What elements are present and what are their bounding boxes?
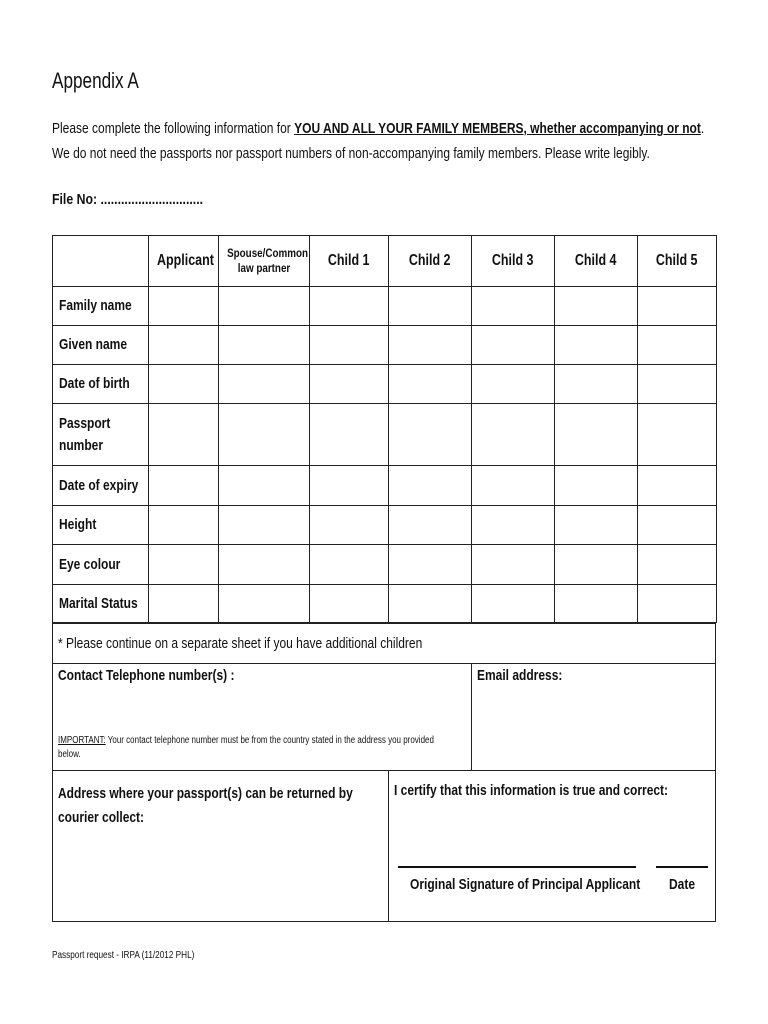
row-label-date-of-expiry: Date of expiry: [53, 466, 149, 506]
input-cell[interactable]: [472, 404, 555, 466]
input-cell[interactable]: [149, 585, 219, 623]
input-cell[interactable]: [310, 545, 389, 585]
input-cell[interactable]: [472, 545, 555, 585]
column-header-child-4: Child 4: [555, 236, 638, 287]
column-header-child-3: Child 3: [472, 236, 555, 287]
input-cell[interactable]: [638, 466, 717, 506]
table-row: [53, 326, 717, 365]
input-cell[interactable]: [149, 506, 219, 545]
input-cell[interactable]: [389, 287, 472, 326]
input-cell[interactable]: [389, 365, 472, 404]
page-title: Appendix A: [52, 68, 139, 93]
input-cell[interactable]: [219, 545, 310, 585]
input-cell[interactable]: [555, 404, 638, 466]
input-cell[interactable]: [555, 506, 638, 545]
input-cell[interactable]: [389, 585, 472, 623]
input-cell[interactable]: [472, 506, 555, 545]
file-number-field[interactable]: File No: ..............................: [52, 191, 204, 208]
signature-line[interactable]: [398, 866, 636, 868]
column-header-child-5: Child 5: [638, 236, 717, 287]
input-cell[interactable]: [310, 506, 389, 545]
input-cell[interactable]: [472, 365, 555, 404]
certification-statement: I certify that this information is true and correct:: [394, 782, 669, 799]
intro-line-1: Please complete the following information for YOU AND ALL YOUR FAMILY MEMBERS, whether accompanying or not.: [52, 120, 705, 137]
input-cell[interactable]: [219, 585, 310, 623]
input-cell[interactable]: [149, 466, 219, 506]
input-cell[interactable]: [389, 506, 472, 545]
intro-emphasis: YOU AND ALL YOUR FAMILY MEMBERS, whether accompanying or not: [294, 120, 701, 137]
additional-children-note: * Please continue on a separate sheet if you have additional children: [58, 635, 423, 652]
table-row: [53, 287, 717, 326]
input-cell[interactable]: [149, 404, 219, 466]
table-row: [53, 545, 717, 585]
input-cell[interactable]: [149, 287, 219, 326]
input-cell[interactable]: [310, 365, 389, 404]
input-cell[interactable]: [149, 326, 219, 365]
input-cell[interactable]: [219, 287, 310, 326]
date-label: Date: [669, 876, 696, 893]
important-label: IMPORTANT:: [58, 735, 106, 746]
input-cell[interactable]: [638, 585, 717, 623]
corner-cell: [53, 236, 149, 287]
input-cell[interactable]: [219, 404, 310, 466]
contact-phone-label: Contact Telephone number(s) :: [58, 667, 235, 684]
input-cell[interactable]: [219, 506, 310, 545]
row-label-family-name: Family name: [53, 287, 149, 326]
column-header-child-2: Child 2: [389, 236, 472, 287]
input-cell[interactable]: [219, 365, 310, 404]
input-cell[interactable]: [389, 545, 472, 585]
input-cell[interactable]: [149, 545, 219, 585]
row-label-passport-number: Passport number: [53, 404, 149, 466]
row-label-given-name: Given name: [53, 326, 149, 365]
input-cell[interactable]: [472, 466, 555, 506]
input-cell[interactable]: [555, 326, 638, 365]
date-line[interactable]: [656, 866, 708, 868]
family-members-table: [52, 235, 717, 623]
important-phone-note: IMPORTANT: Your contact telephone number must be from the country stated in the address you provided below.: [58, 735, 434, 760]
row-label-height: Height: [53, 506, 149, 545]
signature-label: Original Signature of Principal Applicant: [410, 876, 641, 893]
input-cell[interactable]: [638, 404, 717, 466]
table-row: [53, 585, 717, 623]
page-footer: Passport request - IRPA (11/2012 PHL): [52, 950, 195, 961]
input-cell[interactable]: [638, 287, 717, 326]
input-cell[interactable]: [310, 287, 389, 326]
input-cell[interactable]: [472, 585, 555, 623]
input-cell[interactable]: [219, 326, 310, 365]
row-label-date-of-birth: Date of birth: [53, 365, 149, 404]
column-header-applicant: Applicant: [149, 236, 219, 287]
table-row: [53, 365, 717, 404]
email-address-label: Email address:: [477, 667, 563, 684]
input-cell[interactable]: [555, 287, 638, 326]
input-cell[interactable]: [389, 466, 472, 506]
input-cell[interactable]: [555, 545, 638, 585]
input-cell[interactable]: [389, 326, 472, 365]
input-cell[interactable]: [472, 326, 555, 365]
input-cell[interactable]: [472, 287, 555, 326]
return-address-label: Address where your passport(s) can be returned by courier collect:: [58, 785, 353, 826]
input-cell[interactable]: [310, 326, 389, 365]
input-cell[interactable]: [638, 506, 717, 545]
input-cell[interactable]: [638, 545, 717, 585]
row-label-eye-colour: Eye colour: [53, 545, 149, 585]
input-cell[interactable]: [310, 466, 389, 506]
row-label-marital-status: Marital Status: [53, 585, 149, 623]
table-row: [53, 506, 717, 545]
table-row: [53, 404, 717, 466]
input-cell[interactable]: [555, 466, 638, 506]
input-cell[interactable]: [555, 365, 638, 404]
column-header-spouse: Spouse/Common law partner: [219, 236, 310, 287]
input-cell[interactable]: [149, 365, 219, 404]
intro-line-2: We do not need the passports nor passport numbers of non-accompanying family members. Please write legibly.: [52, 145, 650, 162]
input-cell[interactable]: [310, 404, 389, 466]
table-row: [53, 466, 717, 506]
input-cell[interactable]: [219, 466, 310, 506]
input-cell[interactable]: [389, 404, 472, 466]
input-cell[interactable]: [638, 326, 717, 365]
column-header-child-1: Child 1: [310, 236, 389, 287]
input-cell[interactable]: [310, 585, 389, 623]
input-cell[interactable]: [555, 585, 638, 623]
input-cell[interactable]: [638, 365, 717, 404]
